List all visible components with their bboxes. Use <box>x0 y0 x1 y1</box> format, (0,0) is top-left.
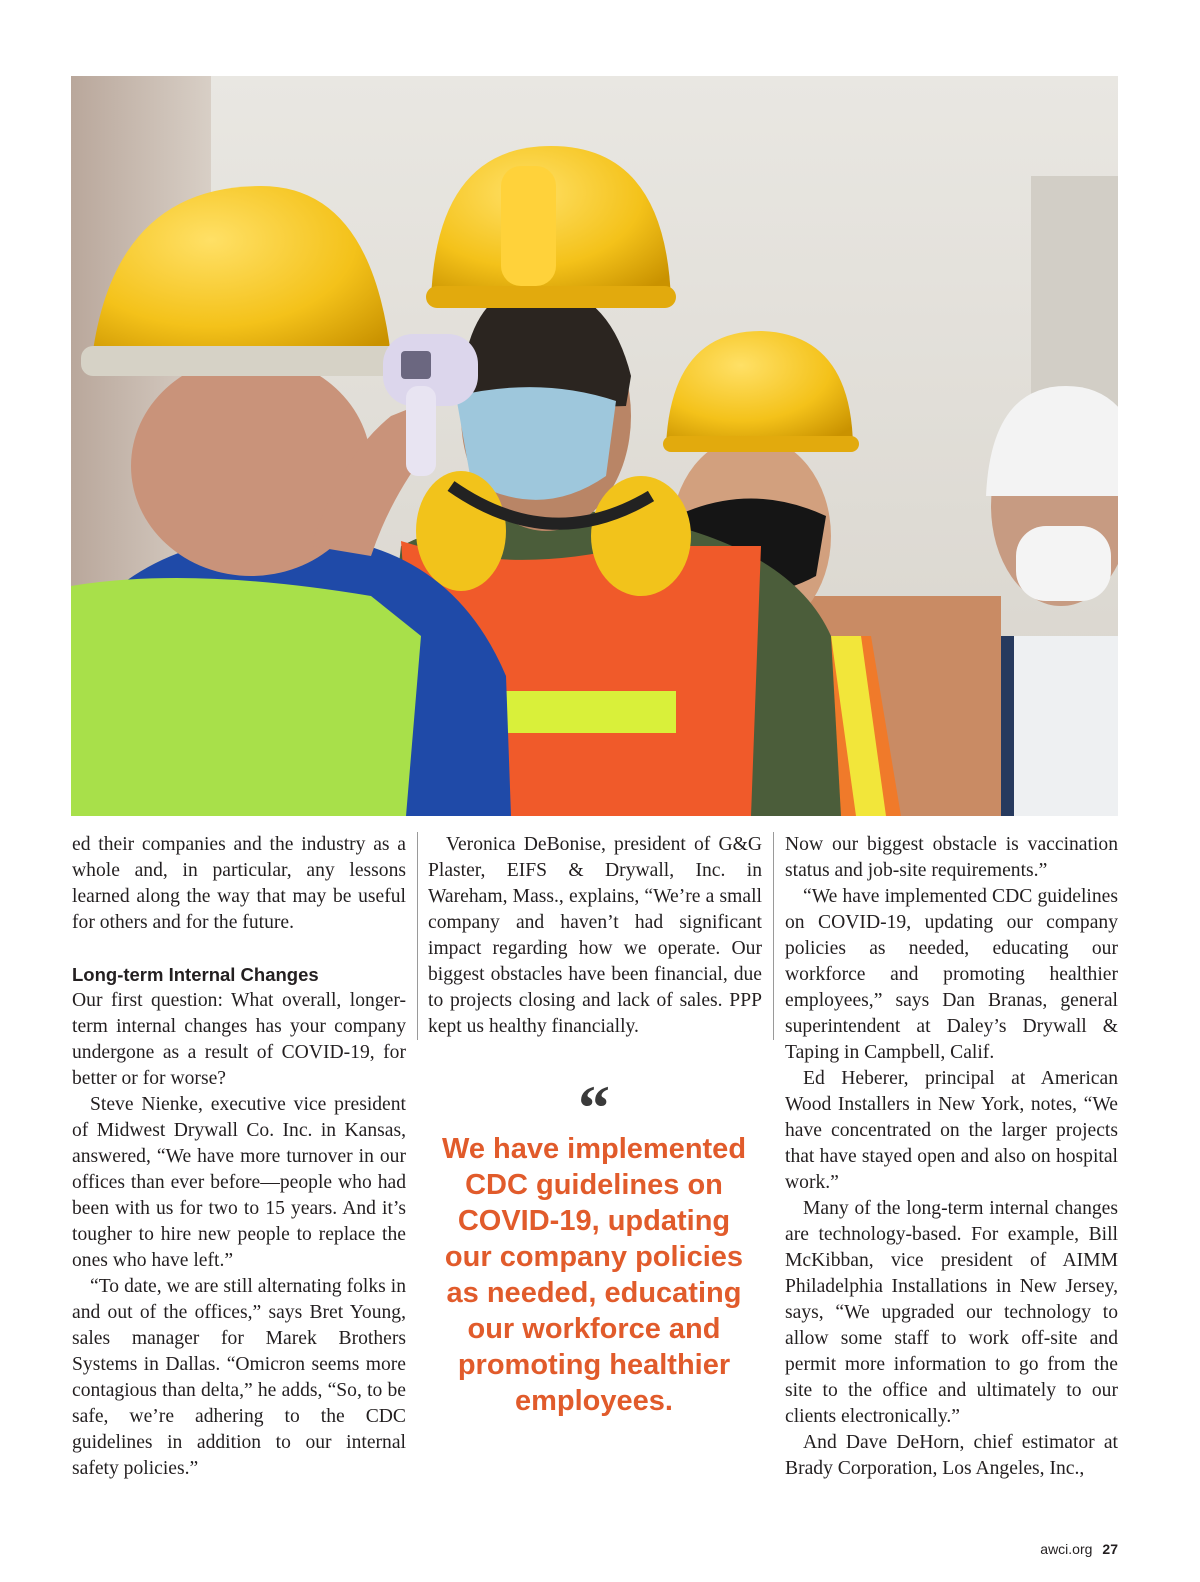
column-rule-right <box>773 832 774 1040</box>
article-column-2 <box>428 832 762 1040</box>
paragraph: Many of the long-term internal changes are technology-based. For example, Bill McKibban, vice president of AIMM Philadelphia Installations in New Jersey, says, “We upgraded our technology to allow some staff to work off-site and permit more information to go from the site to the office and ultimately to our clients electronically.” <box>785 1198 1118 1427</box>
site-url: awci.org <box>1040 1541 1093 1557</box>
paragraph: And Dave DeHorn, chief estimator at Brady Corporation, Los Angeles, Inc., <box>785 1432 1118 1479</box>
paragraph: “We have implemented CDC guidelines on COVID-19, updating our company policies as needed, educating our workforce and promoting healthier employees,” says Dan Branas, general superintendent at Daley’s Drywall & Taping in Campbell, Calif. <box>785 886 1118 1063</box>
paragraph: “To date, we are still alternating folks in and out of the offices,” says Bret Young, sales manager for Marek Brothers Systems in Dallas. “Omicron seems more contagious than delta,” he adds, “So, to be safe, we’re adhering to the CDC guidelines in addition to our internal safety policies.” <box>72 1276 406 1479</box>
quote-mark-icon: “ <box>578 1072 610 1143</box>
paragraph: Ed Heberer, principal at American Wood Installers in New York, notes, “We have concentrated on the larger projects that have stayed open and also on hospital work.” <box>785 1068 1118 1193</box>
workers-temperature-check-photo <box>71 76 1118 816</box>
paragraph: Steve Nienke, executive vice president of Midwest Drywall Co. Inc. in Kansas, answered, “We have more turnover in our offices than ever before—people who had been with us for two to 15 years. And it’s tougher to hire new people to replace the ones who have left.” <box>72 1094 406 1271</box>
page-number: 27 <box>1102 1541 1118 1557</box>
page-footer <box>1040 1541 1118 1557</box>
paragraph: Now our biggest obstacle is vaccination status and job-site requirements.” <box>785 834 1118 881</box>
article-column-3 <box>785 832 1118 1482</box>
pull-quote <box>440 1072 748 1419</box>
photo-illustration <box>71 76 1118 816</box>
paragraph: Our first question: What overall, longer-term internal changes has your company undergone as a result of COVID-19, for better or for worse? <box>72 990 406 1089</box>
paragraph: ed their companies and the industry as a whole and, in particular, any lessons learned along the way that may be useful for others and for the future. <box>72 834 406 933</box>
article-column-1 <box>72 832 406 1482</box>
paragraph: Veronica DeBonise, president of G&G Plaster, EIFS & Drywall, Inc. in Wareham, Mass., explains, “We’re a small company and haven’t had significant impact regarding how we operate. Our biggest obstacles have been financial, due to projects closing and lack of sales. PPP kept us healthy financially. <box>428 834 762 1037</box>
section-subhead: Long-term Internal Changes <box>72 964 319 985</box>
pull-quote-text: We have implemented CDC guidelines on COVID-19, updating our company policies as needed, educating our workforce and promoting healthier employees. <box>441 1133 747 1417</box>
column-rule-left <box>417 832 418 1040</box>
